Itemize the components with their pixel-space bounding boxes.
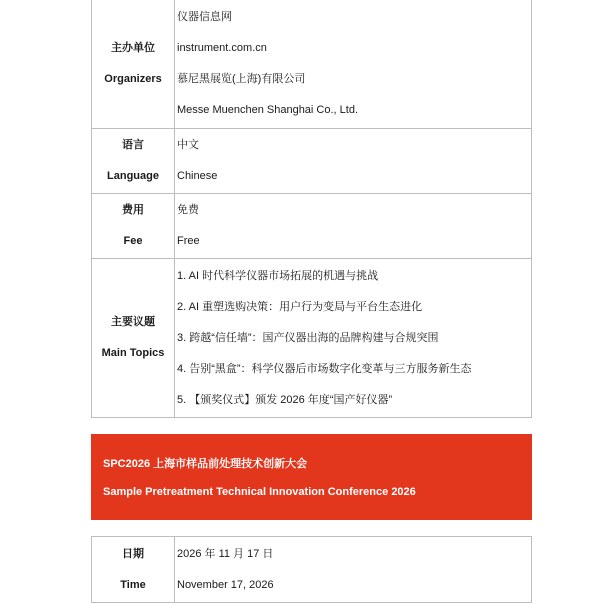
label-cn: 主要议题 — [111, 316, 155, 328]
label-cn: 语言 — [122, 139, 144, 151]
value-line: 2026 年 11 月 17 日 — [177, 547, 274, 560]
value-line: 中文 — [177, 139, 199, 151]
label-cn: 费用 — [122, 204, 144, 216]
topic-item: 1. AI 时代科学仪器市场拓展的机遇与挑战 — [177, 269, 379, 282]
table-row — [92, 0, 532, 129]
banner-title-cn: SPC2026 上海市样品前处理技术创新大会 — [103, 458, 308, 470]
value-line: instrument.com.cn — [177, 42, 267, 54]
value-line: 仪器信息网 — [177, 11, 232, 23]
topic-item: 2. AI 重塑选购决策：用户行为变局与平台生态进化 — [177, 300, 423, 313]
value-line: Free — [177, 235, 200, 247]
row-value — [175, 0, 532, 129]
conference-banner — [91, 434, 532, 520]
row-value — [175, 537, 532, 603]
row-value — [175, 129, 532, 194]
organizer-info-table — [91, 0, 532, 418]
value-line: November 17, 2026 — [177, 578, 274, 591]
label-en: Language — [107, 170, 159, 182]
table-row — [92, 129, 532, 194]
value-line: 免费 — [177, 204, 199, 216]
topic-item: 5. 【颁奖仪式】颁发 2026 年度“国产好仪器” — [177, 393, 393, 406]
row-value — [175, 259, 532, 418]
label-cn: 主办单位 — [111, 42, 155, 54]
row-value — [175, 194, 532, 259]
label-en: Time — [120, 578, 146, 591]
value-line: 慕尼黑展览(上海)有限公司 — [177, 73, 306, 85]
label-en: Fee — [123, 235, 143, 247]
value-line: Chinese — [177, 170, 218, 182]
table-row — [92, 259, 532, 418]
row-label — [92, 259, 175, 418]
time-table — [91, 536, 532, 603]
label-en: Main Topics — [101, 347, 165, 359]
banner-title-en: Sample Pretreatment Technical Innovation Conference 2026 — [103, 486, 416, 498]
topic-item: 3. 跨越“信任墙”：国产仪器出海的品牌构建与合规突围 — [177, 331, 439, 344]
value-line: Messe Muenchen Shanghai Co., Ltd. — [177, 104, 359, 116]
row-label — [92, 129, 175, 194]
row-label — [92, 0, 175, 129]
topic-item: 4. 告别“黑盒”：科学仪器后市场数字化变革与三方服务新生态 — [177, 362, 472, 375]
table-row — [92, 194, 532, 259]
row-label — [92, 537, 175, 603]
row-label — [92, 194, 175, 259]
label-cn: 日期 — [122, 547, 144, 560]
label-en: Organizers — [104, 73, 162, 85]
table-row — [92, 537, 532, 603]
